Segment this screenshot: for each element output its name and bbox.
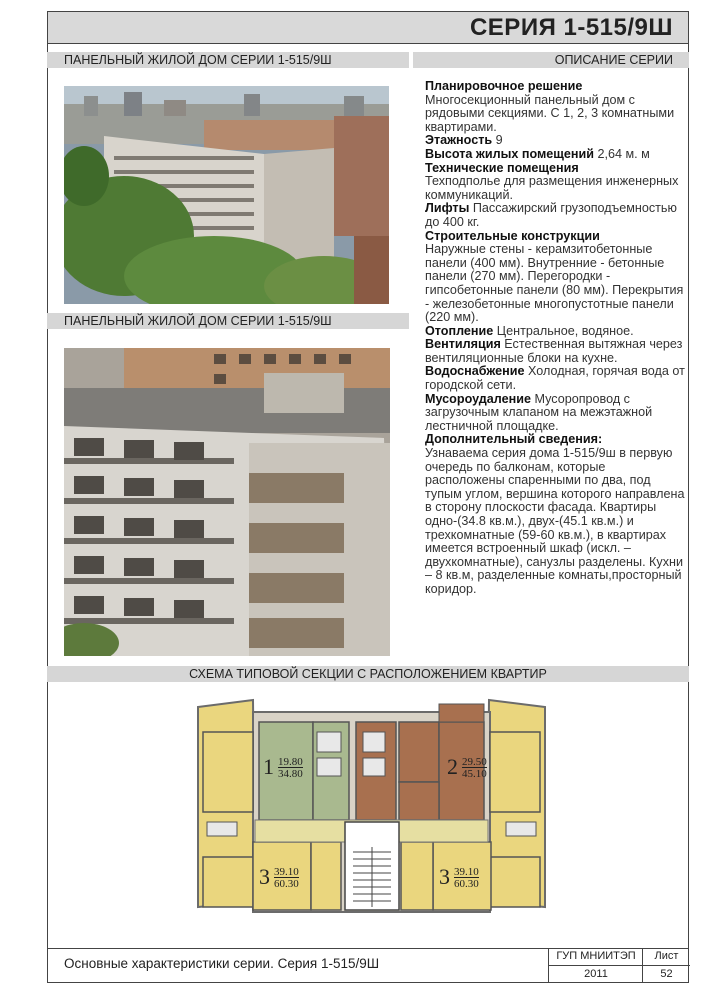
- footer-caption: Основные характеристики серии. Серия 1-515/9Ш: [64, 956, 380, 971]
- footer-sheet-box: [642, 948, 690, 983]
- footer-year: 2011: [584, 968, 608, 980]
- apartment-2-label: [447, 754, 487, 780]
- apartment-1-rooms: 1: [263, 754, 274, 779]
- photo1-caption-bar: [47, 52, 409, 68]
- desc-heading-lifts: Лифты: [425, 201, 470, 216]
- desc-text-water: Холодная, горячая вода от городской сети.: [425, 364, 685, 393]
- desc-text-structures: Наружные стены - керамзитобетонные панели (400 мм). Внутренние - бетонные панели (270 мм). Перегородки - гипсобетонные панели (80 мм). Перекрытия - железобетонные многопустотные панели (220 мм).: [425, 242, 684, 325]
- apartment-3-right-rooms: 3: [439, 864, 450, 889]
- apartment-2-living: 29.50: [462, 756, 487, 768]
- desc-heading-ventilation: Вентиляция: [425, 337, 501, 352]
- desc-text-additional: Узнаваема серия дома 1-515/9ш в первую очередь по балконам, которые расположены спаренными по два, под тупым углом, вершина которого направлена в сторону плоскости фасада. Квартиры одно-(34.8 кв.м.), двух-(45.1 кв.м.) и трехкомнатные (59-60 кв.м.), в квартирах имеется встроенный шкаф (искл. – двухкомнатные), санузлы разделены. Кухни – 8 кв.м, разделенные комнаты,просторный коридор.: [425, 446, 685, 596]
- desc-text-ventilation: Естественная вытяжная через вентиляционные блоки на кухне.: [425, 337, 683, 365]
- building-photo-2: [64, 348, 390, 656]
- desc-heading-layout: Планировочное решение: [425, 79, 583, 93]
- scheme-header: СХЕМА ТИПОВОЙ СЕКЦИИ С РАСПОЛОЖЕНИЕМ КВАРТИР: [189, 667, 547, 681]
- photo1-caption: ПАНЕЛЬНЫЙ ЖИЛОЙ ДОМ СЕРИИ 1-515/9Ш: [64, 53, 332, 67]
- apartment-2-rooms: 2: [447, 754, 458, 779]
- desc-text-heating: Центральное, водяное.: [496, 323, 634, 338]
- desc-heading-technical: Технические помещения: [425, 160, 579, 175]
- apartment-3-left-label: [259, 864, 299, 890]
- desc-heading-floors: Этажность: [425, 133, 493, 148]
- apartment-1-total: 34.80: [278, 768, 303, 780]
- description-header-bar: [413, 52, 689, 68]
- footer-org-box: [548, 948, 643, 983]
- footer-org: ГУП МНИИТЭП: [549, 948, 643, 966]
- building-photo-2-image: [64, 348, 390, 656]
- apartment-3-left-total: 60.30: [274, 878, 299, 890]
- desc-heading-water: Водоснабжение: [425, 364, 525, 379]
- floor-plan: [193, 692, 550, 927]
- desc-heading-structures: Строительные конструкции: [425, 228, 600, 243]
- building-photo-1: [64, 86, 389, 304]
- photo2-caption-bar: [47, 313, 409, 329]
- description-header: ОПИСАНИЕ СЕРИИ: [554, 53, 673, 67]
- floor-plan-drawing: [193, 692, 550, 927]
- desc-heading-heating: Отопление: [425, 323, 494, 338]
- scheme-header-bar: [47, 666, 689, 682]
- apartment-3-right-total: 60.30: [454, 878, 479, 890]
- desc-text-layout: Многосекционный панельный дом с рядовыми секциями. С 1, 2, 3 комнатными квартирами.: [425, 92, 675, 134]
- desc-text-floors: 9: [495, 133, 503, 148]
- apartment-1-living: 19.80: [278, 756, 303, 768]
- desc-text-garbage: Мусоропровод с загрузочным клапаном на межэтажной лестничной площадке.: [425, 391, 653, 433]
- page-title: СЕРИЯ 1-515/9Ш: [469, 14, 673, 41]
- building-photo-1-image: [64, 86, 389, 304]
- desc-text-technical: Техподполье для размещения инженерных коммуникаций.: [425, 174, 679, 202]
- desc-heading-ceiling: Высота жилых помещений: [425, 146, 595, 161]
- desc-text-ceiling: 2,64 м. м: [597, 146, 650, 161]
- series-description: [425, 80, 685, 597]
- footer-sheet-label: Лист: [643, 948, 690, 966]
- apartment-3-left-rooms: 3: [259, 864, 270, 889]
- apartment-3-right-living: 39.10: [454, 866, 479, 878]
- desc-text-lifts: Пассажирский грузоподъемностью до 400 кг.: [425, 201, 677, 229]
- desc-heading-garbage: Мусороудаление: [425, 391, 531, 406]
- apartment-2-total: 45.10: [462, 768, 487, 780]
- photo2-caption: ПАНЕЛЬНЫЙ ЖИЛОЙ ДОМ СЕРИИ 1-515/9Ш: [64, 314, 332, 328]
- apartment-1-label: [263, 754, 303, 780]
- desc-heading-additional: Дополнительный сведения:: [425, 432, 603, 447]
- footer-sheet-number: 52: [660, 968, 673, 980]
- apartment-3-right-label: [439, 864, 479, 890]
- apartment-3-left-living: 39.10: [274, 866, 299, 878]
